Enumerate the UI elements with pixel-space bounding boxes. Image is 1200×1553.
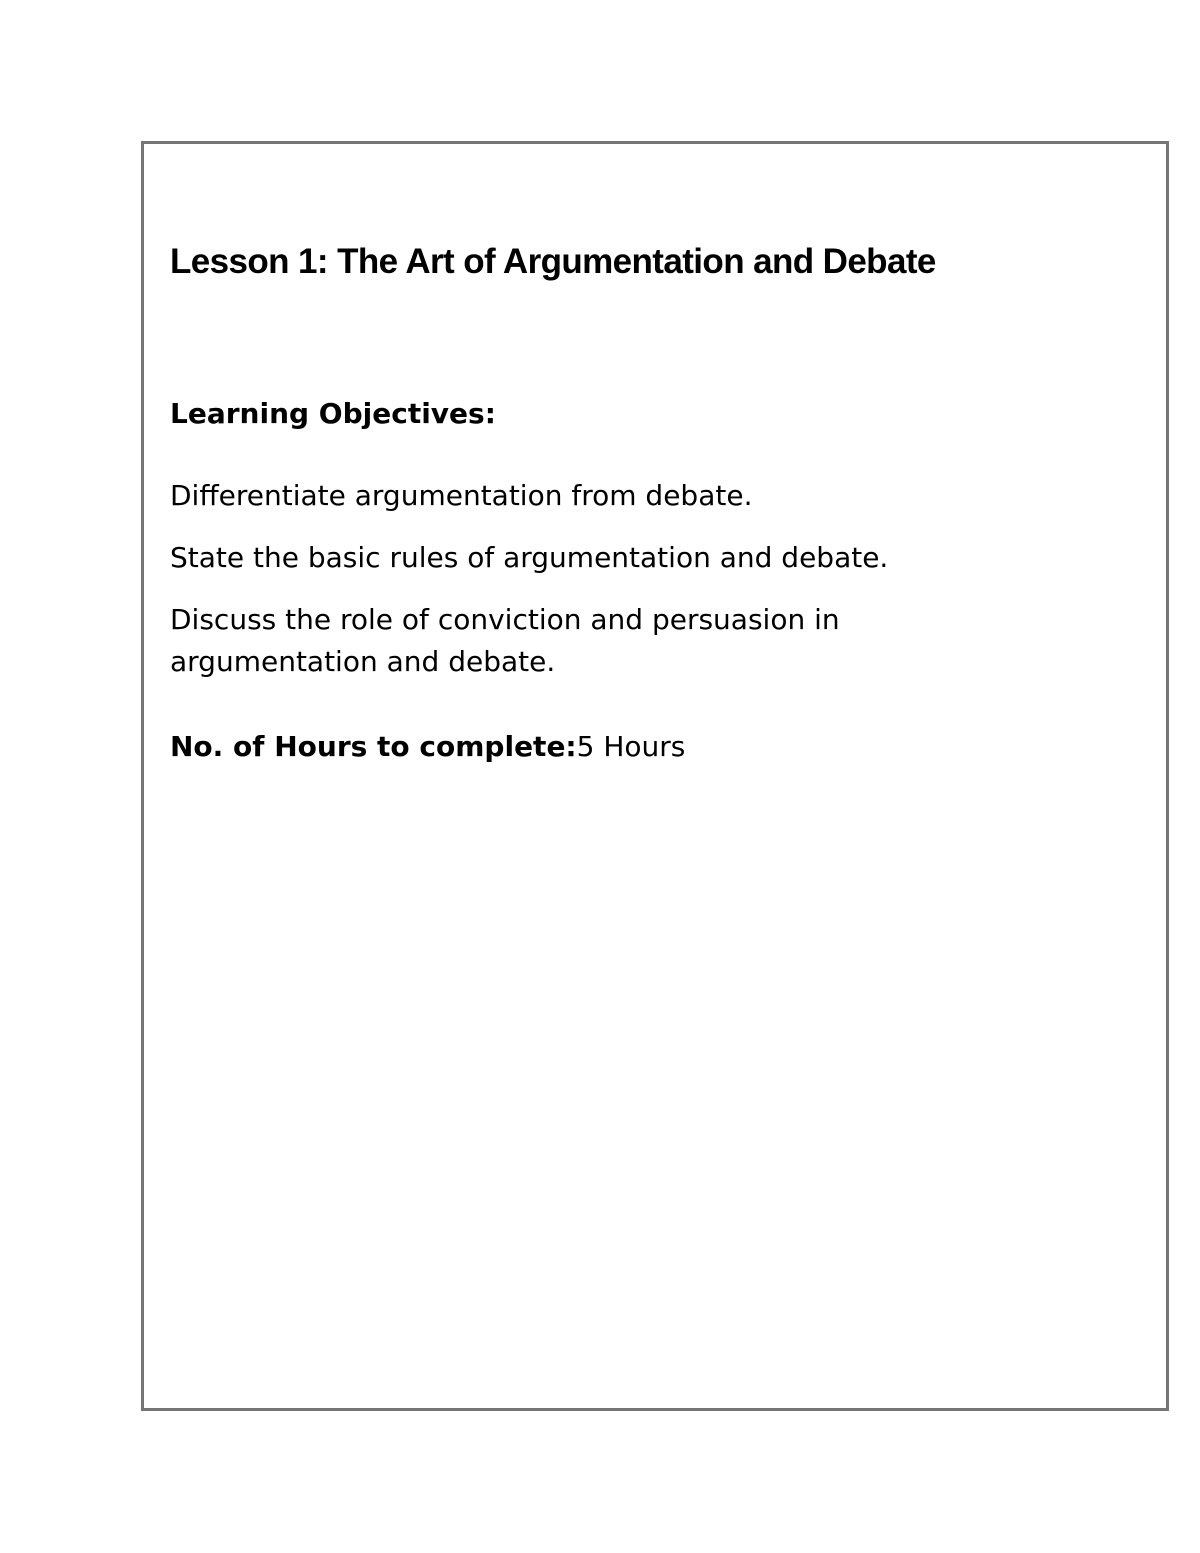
hours-value: 5 Hours bbox=[576, 730, 686, 763]
objective-item-1: Differentiate argumentation from debate. bbox=[170, 479, 753, 512]
hours-label: No. of Hours to complete: bbox=[170, 730, 577, 763]
objective-item-3: Discuss the role of conviction and persuasion in argumentation and debate. bbox=[170, 603, 840, 678]
lesson-title: Lesson 1: The Art of Argumentation and Debate bbox=[170, 242, 936, 281]
objectives-list bbox=[170, 475, 970, 703]
learning-objectives-heading: Learning Objectives: bbox=[170, 397, 496, 430]
lesson-card-frame bbox=[141, 141, 1169, 1411]
objective-item-2: State the basic rules of argumentation and debate. bbox=[170, 541, 889, 574]
hours-to-complete bbox=[170, 730, 685, 763]
